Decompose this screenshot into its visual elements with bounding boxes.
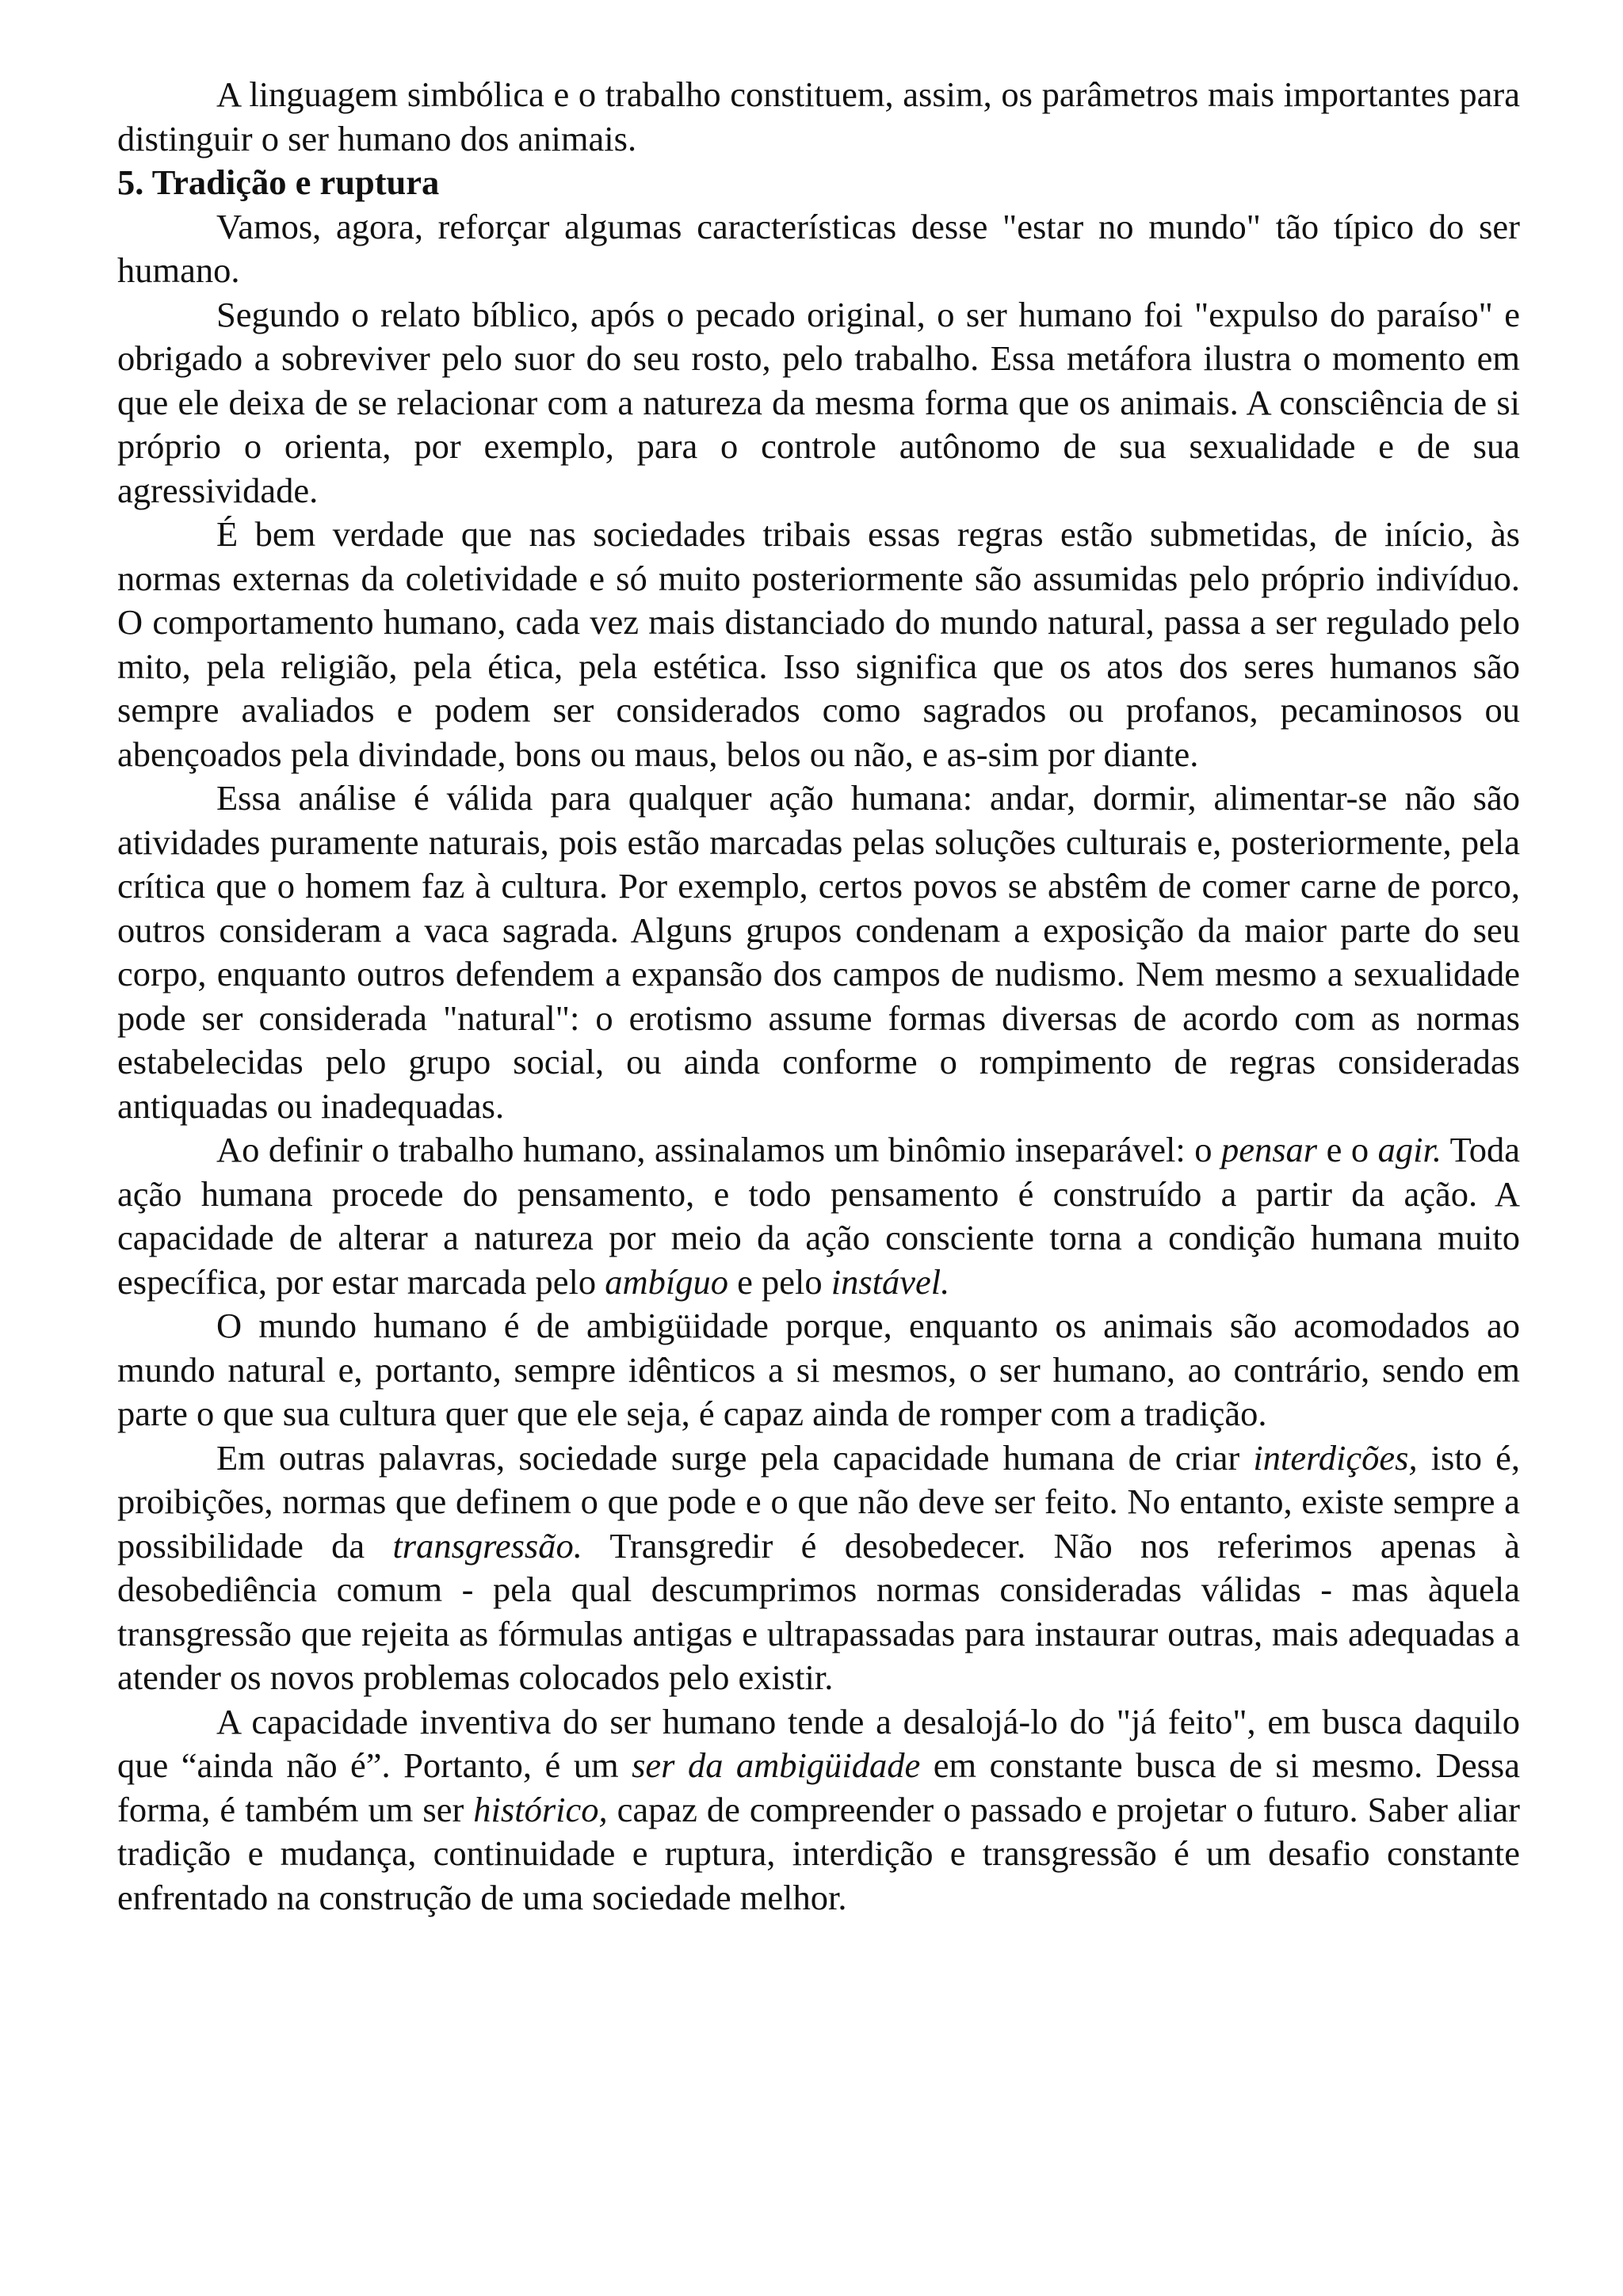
paragraph-5-text-2: e o: [1317, 1130, 1378, 1169]
paragraph-2: Segundo o relato bíblico, após o pecado original, o ser humano foi "expulso do paraíso" e obrigado a sobreviver pelo suor do seu rosto, pelo trabalho. Essa metáfora ilustra o momento em que ele deixa de se relacionar com a natureza da mesma forma que os animais. A consciência de si próprio o orienta, por exemplo, para o controle autônomo de sua sexualidade e de sua agressividade.: [117, 294, 1520, 510]
paragraph-7-text-2: isto é, proibições, normas que definem o que pode e o que não deve ser feito. No entanto, existe sempre a possibilidade da: [117, 1437, 1520, 1566]
paragraph-8-text-2: em constante busca de si mesmo. Dessa forma, é também um ser: [117, 1745, 1520, 1829]
paragraph-5: [117, 1128, 1520, 1304]
paragraph-8-italic-historico: histórico,: [473, 1789, 608, 1829]
paragraph-8-italic-ser-da-ambiguidade: ser da ambigüidade: [632, 1745, 921, 1785]
section-heading: 5. Tradição e ruptura: [117, 162, 440, 202]
paragraph-6: O mundo humano é de ambigüidade porque, enquanto os animais são acomodados ao mundo natural e, portanto, sempre idênticos a si mesmos, o ser humano, ao contrário, sendo em parte o que sua cultura quer que ele seja, é capaz ainda de romper com a tradição.: [117, 1306, 1520, 1433]
paragraph-3: É bem verdade que nas sociedades tribais essas regras estão submetidas, de início, às normas externas da coletividade e só muito posteriormente são assumidas pelo próprio indivíduo. O comportamento humano, cada vez mais distanciado do mundo natural, passa a ser regulado pelo mito, pela religião, pela ética, pela estética. Isso significa que os atos dos seres humanos são sempre avaliados e podem ser considerados como sagrados ou profanos, pecaminosos ou abençoados pela divindade, bons ou maus, belos ou não, e as-sim por diante.: [117, 514, 1520, 774]
paragraph-8-text-3: capaz de compreender o passado e projetar o futuro. Saber aliar tradição e mudança, continuidade e ruptura, interdição e transgressão é um desafio constante enfrentado na construção de uma sociedade melhor.: [117, 1789, 1521, 1917]
document-page: [117, 73, 1520, 1920]
paragraph-5-italic-pensar: pensar: [1220, 1130, 1318, 1169]
paragraph-5-italic-agir: agir.: [1377, 1130, 1442, 1169]
paragraph-8: [117, 1700, 1520, 1920]
intro-paragraph: A linguagem simbólica e o trabalho constituem, assim, os parâmetros mais importantes para distinguir o ser humano dos animais.: [117, 74, 1520, 158]
paragraph-7: [117, 1436, 1520, 1700]
paragraph-1: Vamos, agora, reforçar algumas características desse "estar no mundo" tão típico do ser humano.: [117, 206, 1520, 290]
paragraph-7-italic-interdicoes: interdições,: [1253, 1437, 1418, 1478]
paragraph-4: Essa análise é válida para qualquer ação humana: andar, dormir, alimentar-se não são atividades puramente naturais, pois estão marcadas pelas soluções culturais e, posteriormente, pela crítica que o homem faz à cultura. Por exemplo, certos povos se abstêm de comer carne de porco, outros consideram a vaca sagrada. Alguns grupos condenam a exposição da maior parte do seu corpo, enquanto outros defendem a expansão dos campos de nudismo. Nem mesmo a sexualidade pode ser considerada "natural": o erotismo assume formas diversas de acordo com as normas estabelecidas pelo grupo social, ou ainda conforme o rompimento de regras consideradas antiquadas ou inadequadas.: [117, 778, 1520, 1126]
paragraph-5-text-1: Ao definir o trabalho humano, assinalamos um binômio inseparável: o: [216, 1130, 1221, 1169]
paragraph-8-text-1: A capacidade inventiva do ser humano tende a desalojá-lo do "já feito", em busca daquilo que “ainda não é”. Portanto, é um: [117, 1701, 1520, 1785]
paragraph-7-italic-transgressao: transgressão.: [392, 1525, 582, 1566]
paragraph-7-text-3: Transgredir é desobedecer. Não nos referimos apenas à desobediência comum - pela qual descumprimos normas consideradas válidas - mas àquela transgressão que rejeita as fórmulas antigas e ultrapassadas para instaurar outras, mais adequadas a atender os novos problemas colocados pelo existir.: [117, 1525, 1520, 1697]
paragraph-5-text-4: e pelo: [728, 1261, 831, 1302]
paragraph-5-italic-instavel: instável.: [831, 1261, 950, 1302]
paragraph-7-text-1: Em outras palavras, sociedade surge pela capacidade humana de criar: [216, 1437, 1254, 1478]
paragraph-5-italic-ambiguo: ambíguo: [605, 1261, 728, 1302]
paragraph-5-text-3: Toda ação humana procede do pensamento, e todo pensamento é construído a partir da ação. A capacidade de alterar a natureza por meio da ação consciente torna a condição humana muito específica, por estar marcada pelo: [117, 1130, 1520, 1302]
